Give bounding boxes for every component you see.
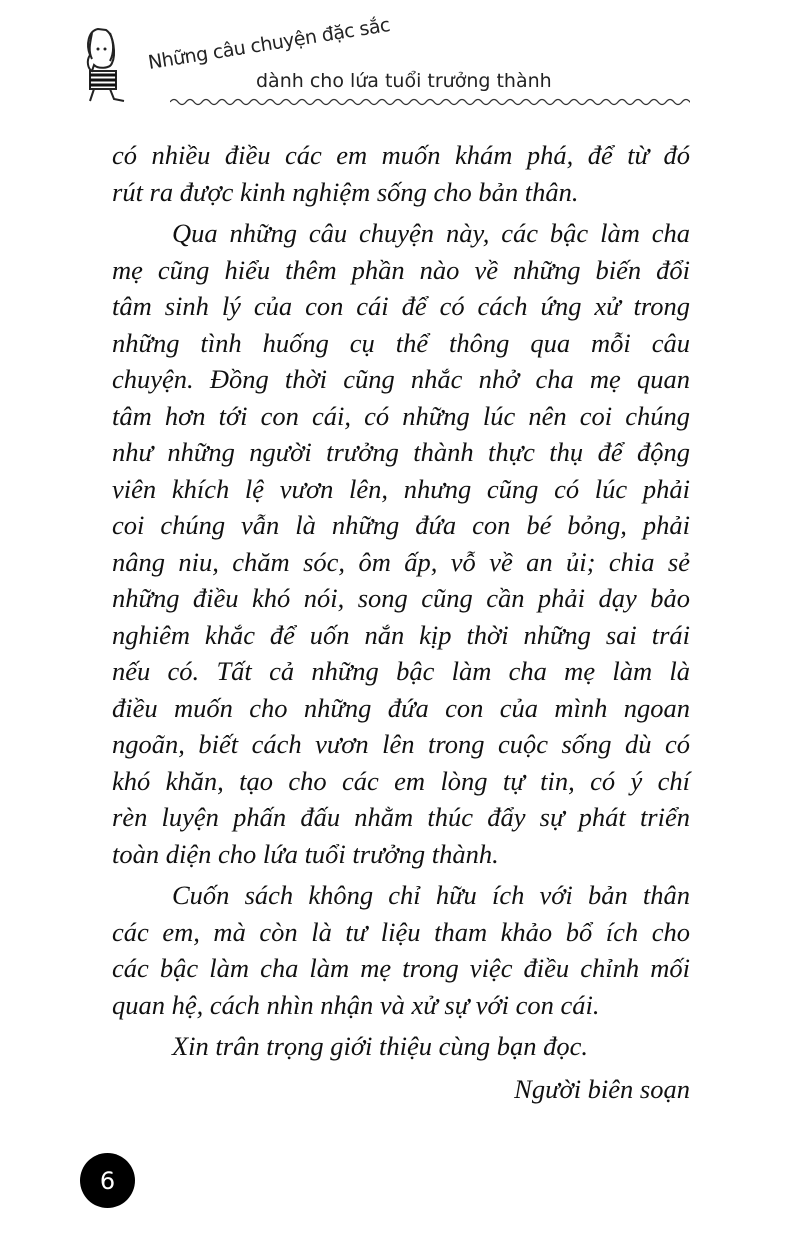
- text-line: các bậc làm cha làm mẹ trong việc điều chỉnh mối: [112, 953, 690, 983]
- text-line: toàn diện cho lứa tuổi trưởng thành.: [112, 838, 499, 869]
- text-line: coi chúng vẫn là những đứa con bé bỏng, phải: [112, 510, 690, 540]
- header-title-line2: dành cho lứa tuổi trưởng thành: [256, 70, 552, 92]
- text-line: có nhiều điều các em muốn khám phá, để từ đó: [112, 140, 690, 170]
- text-line: quan hệ, cách nhìn nhận và xử sự với con cái.: [112, 989, 600, 1020]
- wavy-divider: [170, 95, 690, 109]
- text-line: rút ra được kinh nghiệm sống cho bản thân.: [112, 176, 579, 207]
- text-line: nâng niu, chăm sóc, ôm ấp, vỗ về an ủi; chia sẻ: [112, 546, 690, 577]
- author-signature: Người biên soạn: [514, 1073, 690, 1104]
- text-line: khó khăn, tạo cho các em lòng tự tin, có ý chí: [112, 765, 690, 796]
- header-title-line1: Những câu chuyện đặc sắc: [146, 14, 392, 74]
- text-line: tâm hơn tới con cái, có những lúc nên coi chúng: [112, 400, 690, 431]
- text-line: Qua những câu chuyện này, các bậc làm cha: [172, 218, 690, 248]
- text-line: nghiêm khắc để uốn nắn kịp thời những sai trái: [112, 619, 690, 650]
- text-line: mẹ cũng hiểu thêm phần nào về những biến đổi: [112, 254, 690, 285]
- text-line: các em, mà còn là tư liệu tham khảo bổ ích cho: [112, 916, 690, 947]
- text-line: chuyện. Đồng thời cũng nhắc nhở cha mẹ quan: [112, 364, 690, 394]
- page-number: 6: [80, 1153, 135, 1208]
- text-line: Xin trân trọng giới thiệu cùng bạn đọc.: [172, 1031, 589, 1061]
- body-text: [112, 137, 690, 1107]
- text-line: Cuốn sách không chỉ hữu ích với bản thân: [172, 880, 690, 910]
- text-line: điều muốn cho những đứa con của mình ngoan: [112, 692, 690, 723]
- text-line: viên khích lệ vươn lên, nhưng cũng có lúc phải: [112, 473, 690, 504]
- girl-illustration-icon: [80, 25, 130, 105]
- text-line: ngoãn, biết cách vươn lên trong cuộc sống dù có: [112, 729, 690, 759]
- text-line: nếu có. Tất cả những bậc làm cha mẹ làm là: [112, 656, 690, 686]
- running-header: [60, 0, 700, 120]
- text-line: những điều khó nói, song cũng cần phải dạy bảo: [112, 583, 690, 613]
- text-line: tâm sinh lý của con cái để có cách ứng xử trong: [112, 291, 690, 321]
- text-line: rèn luyện phấn đấu nhằm thúc đẩy sự phát triển: [112, 802, 690, 832]
- text-line: như những người trưởng thành thực thụ để động: [112, 437, 690, 467]
- text-line: những tình huống cụ thể thông qua mỗi câu: [112, 327, 690, 358]
